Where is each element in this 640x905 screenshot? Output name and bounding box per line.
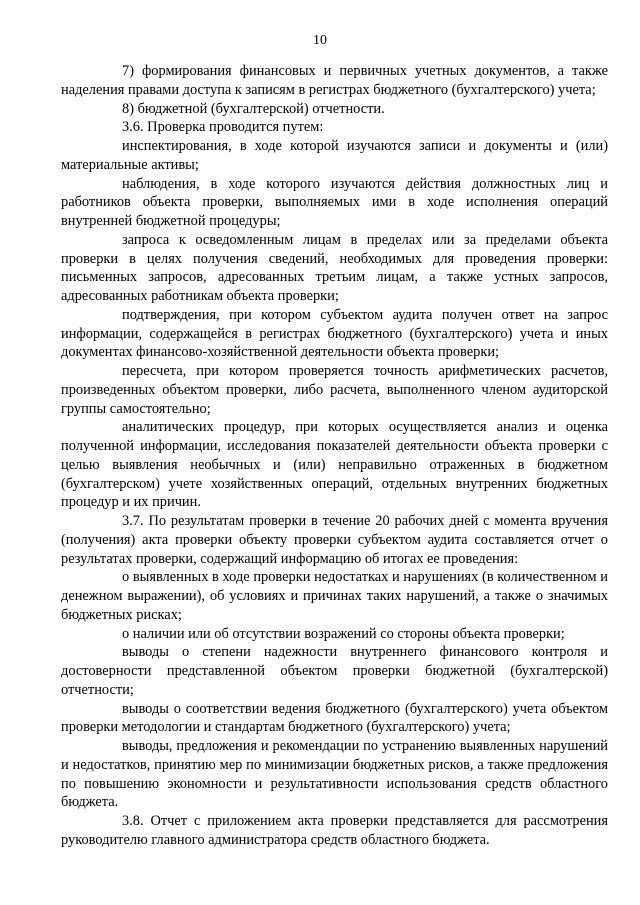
paragraph: инспектирования, в ходе которой изучаются записи и документы и (или) материальные активы; bbox=[61, 138, 608, 173]
page-number: 10 bbox=[313, 33, 327, 48]
paragraph: запроса к осведомленным лицам в пределах или за пределами объекта проверки в целях получения сведений, необходимых для проведения проверки: письменных запросов, адресованных третьим лицам, а также устных запросов, адресованных работникам объекта проверки; bbox=[61, 231, 608, 304]
paragraph: наблюдения, в ходе которого изучаются действия должностных лиц и работников объекта проверки, выполняемых ими в ходе исполнения операций внутренней бюджетной процедуры; bbox=[61, 175, 608, 229]
paragraph: 3.6. Проверка проводится путем: bbox=[122, 119, 324, 136]
paragraph: выводы о соответствии ведения бюджетного (бухгалтерского) учета объектом проверки методологии и стандартам бюджетного (бухгалтерского) учета; bbox=[61, 700, 608, 736]
paragraph: 3.8. Отчет с приложением акта проверки представляется для рассмотрения руководителю главного администратора средств областного бюджета. bbox=[61, 813, 608, 848]
paragraph: о выявленных в ходе проверки недостатках и нарушениях (в количественном и денежном выражении), об условиях и причинах таких нарушений, а также о значимых бюджетных рисках; bbox=[61, 569, 608, 623]
paragraph: 7) формирования финансовых и первичных учетных документов, а также наделения правами доступа к записям в регистрах бюджетного (бухгалтерского) учета; bbox=[61, 63, 608, 98]
paragraph: 3.7. По результатам проверки в течение 20 рабочих дней с момента вручения (получения) акта проверки объекту проверки субъектом аудита составляется отчет о результатах проверки, содержащий информацию об итогах ее проведения: bbox=[61, 513, 608, 567]
paragraph: выводы о степени надежности внутреннего финансового контроля и достоверности представленной объектом проверки бюджетной (бухгалтерской) отчетности; bbox=[61, 644, 608, 698]
paragraph: аналитических процедур, при которых осуществляется анализ и оценка полученной информации, исследования показателей деятельности объекта проверки с целью выявления необычных и (или) неправильно отраженных в бюджетном (бухгалтерском) учете хозяйственных операций, отдельных внутренних бюджетных процедур и их причин. bbox=[61, 419, 608, 511]
paragraph: пересчета, при котором проверяется точность арифметических расчетов, произведенных объектом проверки, либо расчета, выполненного членом аудиторской группы самостоятельно; bbox=[61, 363, 608, 417]
paragraph: 8) бюджетной (бухгалтерской) отчетности. bbox=[122, 100, 385, 117]
paragraph: выводы, предложения и рекомендации по устранению выявленных нарушений и недостатков, принятию мер по минимизации бюджетных рисков, а также предложения по повышению экономности и результативности использования средств областного бюджета. bbox=[61, 738, 608, 811]
document-body bbox=[61, 62, 608, 850]
paragraph: подтверждения, при котором субъектом аудита получен ответ на запрос информации, содержащейся в регистрах бюджетного (бухгалтерского) учета и иных документах финансово-хозяйственной деятельности объекта проверки; bbox=[61, 306, 608, 361]
paragraph: о наличии или об отсутствии возражений со стороны объекта проверки; bbox=[122, 625, 565, 642]
